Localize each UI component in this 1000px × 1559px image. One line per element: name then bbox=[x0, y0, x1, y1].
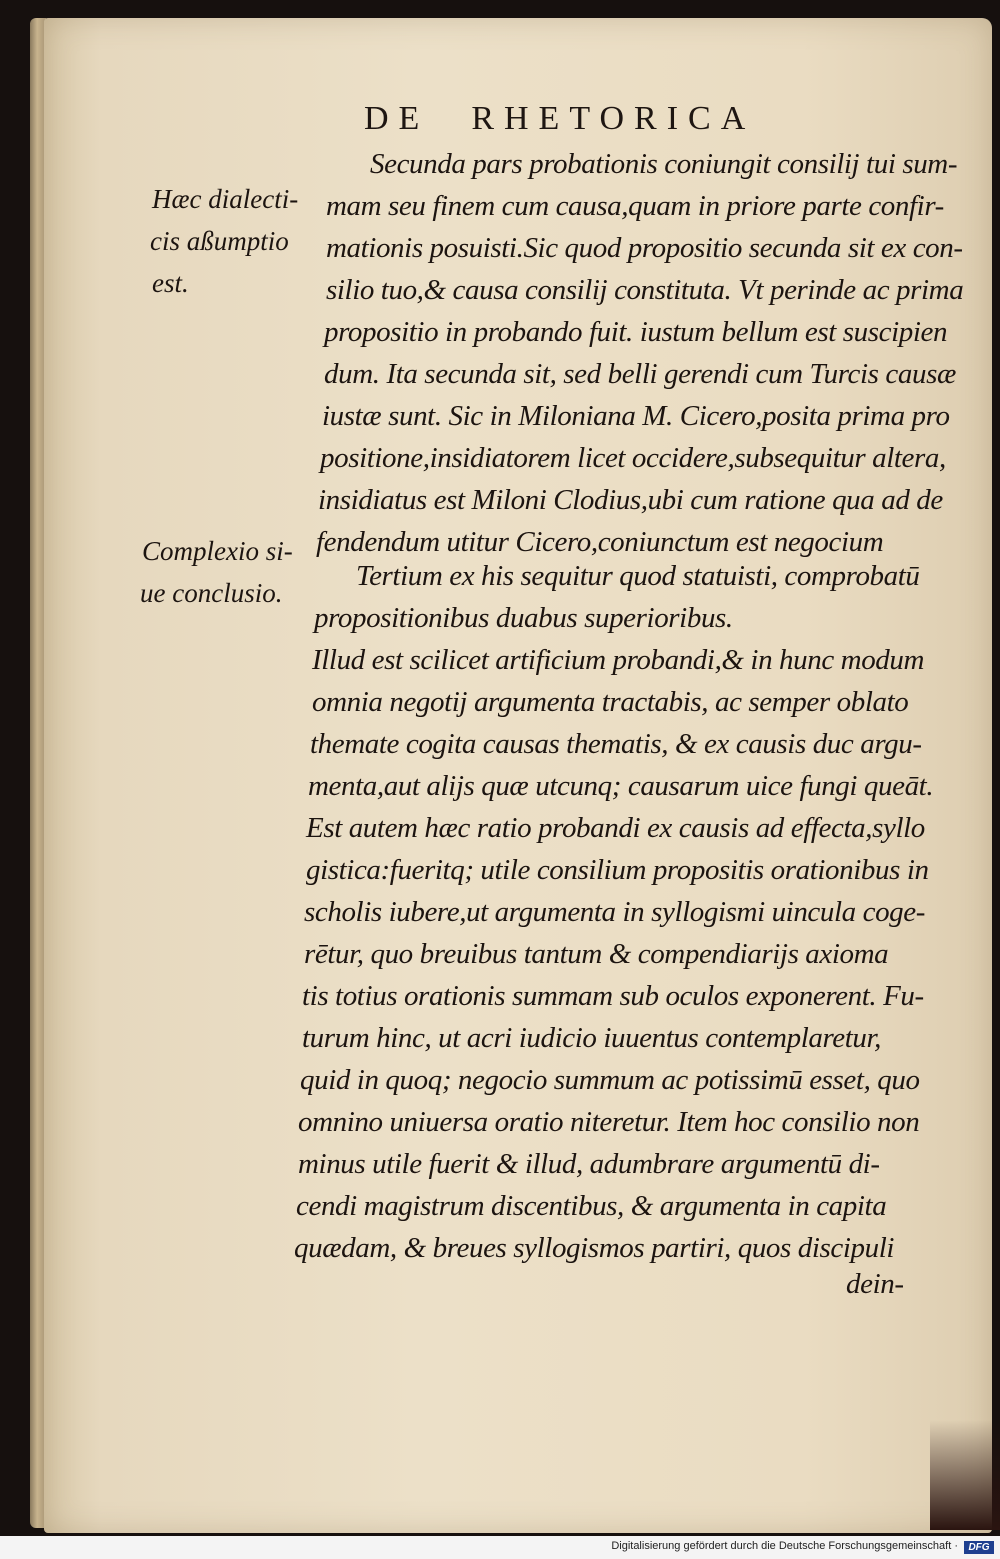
text-line: turum hinc, ut acri iudicio iuuentus contemplaretur, bbox=[302, 1022, 882, 1054]
text-line: minus utile fuerit & illud, adumbrare argumentū di- bbox=[298, 1148, 880, 1180]
binding-shadow bbox=[930, 1420, 1000, 1530]
margin-note-line: Complexio si- bbox=[142, 536, 293, 566]
text-line: gistica:fueritq; utile consilium propositis orationibus in bbox=[306, 854, 929, 886]
text-line: iustæ sunt. Sic in Miloniana M. Cicero,posita prima pro bbox=[322, 400, 950, 432]
text-line: rētur, quo breuibus tantum & compendiarijs axioma bbox=[304, 938, 889, 970]
text-line: menta,aut alijs quæ utcunq; causarum uice fungi queāt. bbox=[308, 770, 934, 802]
text-line: quid in quoq; negocio summum ac potissimū esset, quo bbox=[300, 1064, 920, 1096]
text-line: silio tuo,& causa consilij constituta. Vt perinde ac prima bbox=[326, 274, 964, 306]
margin-note-line: Hæc dialecti- bbox=[152, 184, 299, 214]
catchword: dein- bbox=[846, 1268, 904, 1300]
text-line: Secunda pars probationis coniungit consilij tui sum- bbox=[370, 148, 958, 180]
text-line: Tertium ex his sequitur quod statuisti, comprobatū bbox=[356, 560, 920, 592]
running-head-word-2: RHETORICA bbox=[471, 100, 756, 137]
running-head-word-1: DE bbox=[364, 100, 430, 137]
text-line: Illud est scilicet artificium probandi,& in hunc modum bbox=[312, 644, 925, 676]
margin-note-line: cis aßumptio bbox=[150, 226, 289, 256]
text-line: propositionibus duabus superioribus. bbox=[314, 602, 733, 634]
text-line: propositio in probando fuit. iustum bellum est suscipien bbox=[324, 316, 948, 348]
text-line: themate cogita causas thematis, & ex causis duc argu- bbox=[310, 728, 922, 760]
text-line: omnia negotij argumenta tractabis, ac semper oblato bbox=[312, 686, 909, 718]
text-line: insidiatus est Miloni Clodius,ubi cum ratione qua ad de bbox=[318, 484, 943, 516]
text-line: mam seu finem cum causa,quam in priore parte confir- bbox=[326, 190, 944, 222]
margin-note-line: ue conclusio. bbox=[140, 578, 283, 608]
margin-note-line: est. bbox=[152, 268, 189, 298]
digitization-footer bbox=[0, 1536, 1000, 1559]
text-line: tis totius orationis summam sub oculos exponerent. Fu- bbox=[302, 980, 924, 1012]
text-line: mationis posuisti.Sic quod propositio secunda sit ex con- bbox=[326, 232, 963, 264]
text-line: dum. Ita secunda sit, sed belli gerendi cum Turcis causæ bbox=[324, 358, 956, 390]
text-line: Est autem hæc ratio probandi ex causis ad effecta,syllo bbox=[306, 812, 925, 844]
text-line: quædam, & breues syllogismos partiri, quos discipuli bbox=[294, 1232, 895, 1264]
text-line: scholis iubere,ut argumenta in syllogismi uincula coge- bbox=[304, 896, 926, 928]
text-line: omnino uniuersa oratio niteretur. Item hoc consilio non bbox=[298, 1106, 920, 1138]
text-line: positione,insidiatorem licet occidere,subsequitur altera, bbox=[320, 442, 946, 474]
funding-credit: Digitalisierung gefördert durch die Deutsche Forschungsgemeinschaft · bbox=[611, 1540, 958, 1552]
text-line: cendi magistrum discentibus, & argumenta in capita bbox=[296, 1190, 887, 1222]
dfg-logo-icon: DFG bbox=[964, 1541, 994, 1554]
text-line: fendendum utitur Cicero,coniunctum est negocium bbox=[316, 526, 884, 558]
running-head bbox=[364, 100, 844, 138]
